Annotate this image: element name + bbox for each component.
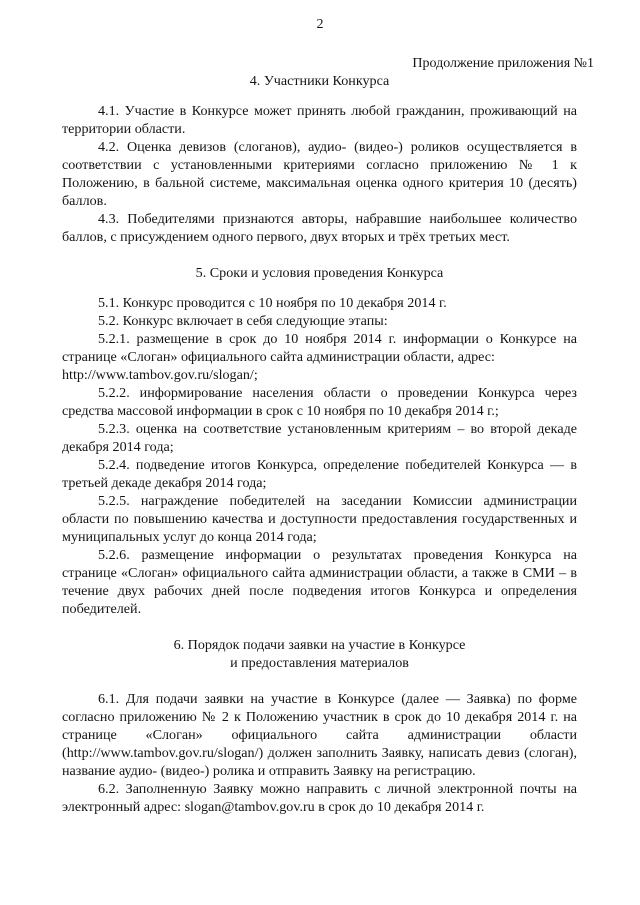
paragraph-6-2: 6.2. Заполненную Заявку можно направить с личной электронной почты на электронный адрес: slogan@tambov.gov.ru в срок до 10 декабря 2014 г. — [62, 781, 577, 815]
paragraph-4-3: 4.3. Победителями признаются авторы, набравшие наибольшее количество баллов, с присуждением одного первого, двух вторых и трёх третьих мест. — [62, 211, 577, 245]
paragraph-5-2-3: 5.2.3. оценка на соответствие установленным критериям – во второй декаде декабря 2014 года; — [62, 421, 577, 455]
paragraph-5-2-6: 5.2.6. размещение информации о результатах проведения Конкурса на странице «Слоган» официального сайта администрации области, а также в СМИ – в течение двух рабочих дней после подведения итогов Конкурса и определения победителей. — [62, 547, 577, 617]
section-6-heading-line-2: и предоставления материалов — [230, 655, 409, 671]
paragraph-4-1: 4.1. Участие в Конкурсе может принять любой гражданин, проживающий на территории области. — [62, 103, 577, 137]
paragraph-5-2-1-url: http://www.tambov.gov.ru/slogan/; — [62, 367, 258, 383]
appendix-label: Продолжение приложения №1 — [412, 56, 594, 71]
paragraph-5-2-5: 5.2.5. награждение победителей на заседании Комиссии администрации области по повышению качества и доступности предоставления государственных и муниципальных услуг до конца 2014 года; — [62, 493, 577, 545]
paragraph-5-2-4: 5.2.4. подведение итогов Конкурса, определение победителей Конкурса — в третьей декаде декабря 2014 года; — [62, 457, 577, 491]
paragraph-4-2: 4.2. Оценка девизов (слоганов), аудио- (видео-) роликов осуществляется в соответствии с установленными критериями согласно приложению № 1 к Положению, в бальной системе, максимальная оценка одного критерия 10 (десять) баллов. — [62, 139, 577, 209]
section-6-heading-line-1: 6. Порядок подачи заявки на участие в Конкурсе — [173, 637, 466, 653]
paragraph-5-2-1: 5.2.1. размещение в срок до 10 ноября 2014 г. информации о Конкурсе на странице «Слоган» официального сайта администрации области, адрес: — [62, 331, 577, 365]
paragraph-5-2-2: 5.2.2. информирование населения области о проведении Конкурса через средства массовой информации в срок с 10 ноября по 10 декабря 2014 г.; — [62, 385, 577, 419]
section-5-heading: 5. Сроки и условия проведения Конкурса — [195, 265, 444, 281]
paragraph-6-1: 6.1. Для подачи заявки на участие в Конкурсе (далее — Заявка) по форме согласно приложению № 2 к Положению участник в срок до 10 декабря 2014 г. на странице «Слоган» официального сайта администрации области (http://www.tambov.gov.ru/slogan/) должен заполнить Заявку, написать девиз (слоган), название аудио- (видео-) ролика и отправить Заявку на регистрацию. — [62, 691, 577, 779]
document-body — [62, 72, 577, 816]
page-number: 2 — [316, 17, 324, 32]
paragraph-5-2: 5.2. Конкурс включает в себя следующие этапы: — [98, 313, 388, 329]
section-4-heading: 4. Участники Конкурса — [249, 73, 390, 89]
paragraph-5-1: 5.1. Конкурс проводится с 10 ноября по 10 декабря 2014 г. — [98, 295, 447, 311]
